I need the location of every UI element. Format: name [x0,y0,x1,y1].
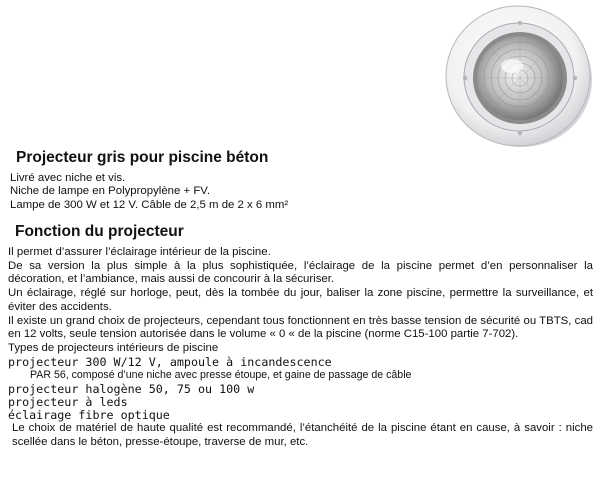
product-specs [10,172,340,212]
paragraph: Le choix de matériel de haute qualité est recommandé, l’étanchéité de la piscine étant en cause, à savoir : niche scellée dans le béton, presse-étoupe, traverse de mur, etc. [12,422,593,448]
type-item: projecteur 300 W/12 V, ampoule à incandescence [8,354,332,369]
type-item: projecteur halogène 50, 75 ou 100 w [8,381,255,396]
spec-line: Niche de lampe en Polypropylène + FV. [10,185,210,198]
spec-line: Lampe de 300 W et 12 V. Câble de 2,5 m de 2 x 6 mm² [10,198,289,211]
type-item: projecteur à leds [8,394,128,409]
paragraph: Un éclairage, réglé sur horloge, peut, dès la tombée du jour, baliser la zone piscine, permettre la surveillance, et éviter des accidents. [8,287,593,313]
product-title: Projecteur gris pour piscine béton [16,149,269,166]
type-item: éclairage fibre optique [8,407,170,422]
section-title: Fonction du projecteur [15,223,184,240]
type-detail: PAR 56, composé d’une niche avec presse étoupe, et gaine de passage de câble [30,368,412,381]
section-body [8,246,593,450]
pool-light-projector-icon [442,0,594,150]
paragraph: Il existe un grand choix de projecteurs, cependant tous fonctionnent en très basse tension de sécurité ou TBTS, cad en 12 volts, seule tension autorisée dans le volume « 0 « de la piscine (norme C15-100 partie 7-702). [8,314,593,341]
paragraph: De sa version la plus simple à la plus sophistiquée, l’éclairage de la piscine permet d’en personnaliser la décoration, et l’ambiance, mais aussi de concourir à la sécuriser. [8,259,593,286]
types-label: Types de projecteurs intérieurs de piscine [8,341,219,354]
spec-line: Livré avec niche et vis. [10,172,126,184]
paragraph: Il permet d’assurer l’éclairage intérieur de la piscine. [8,246,271,258]
